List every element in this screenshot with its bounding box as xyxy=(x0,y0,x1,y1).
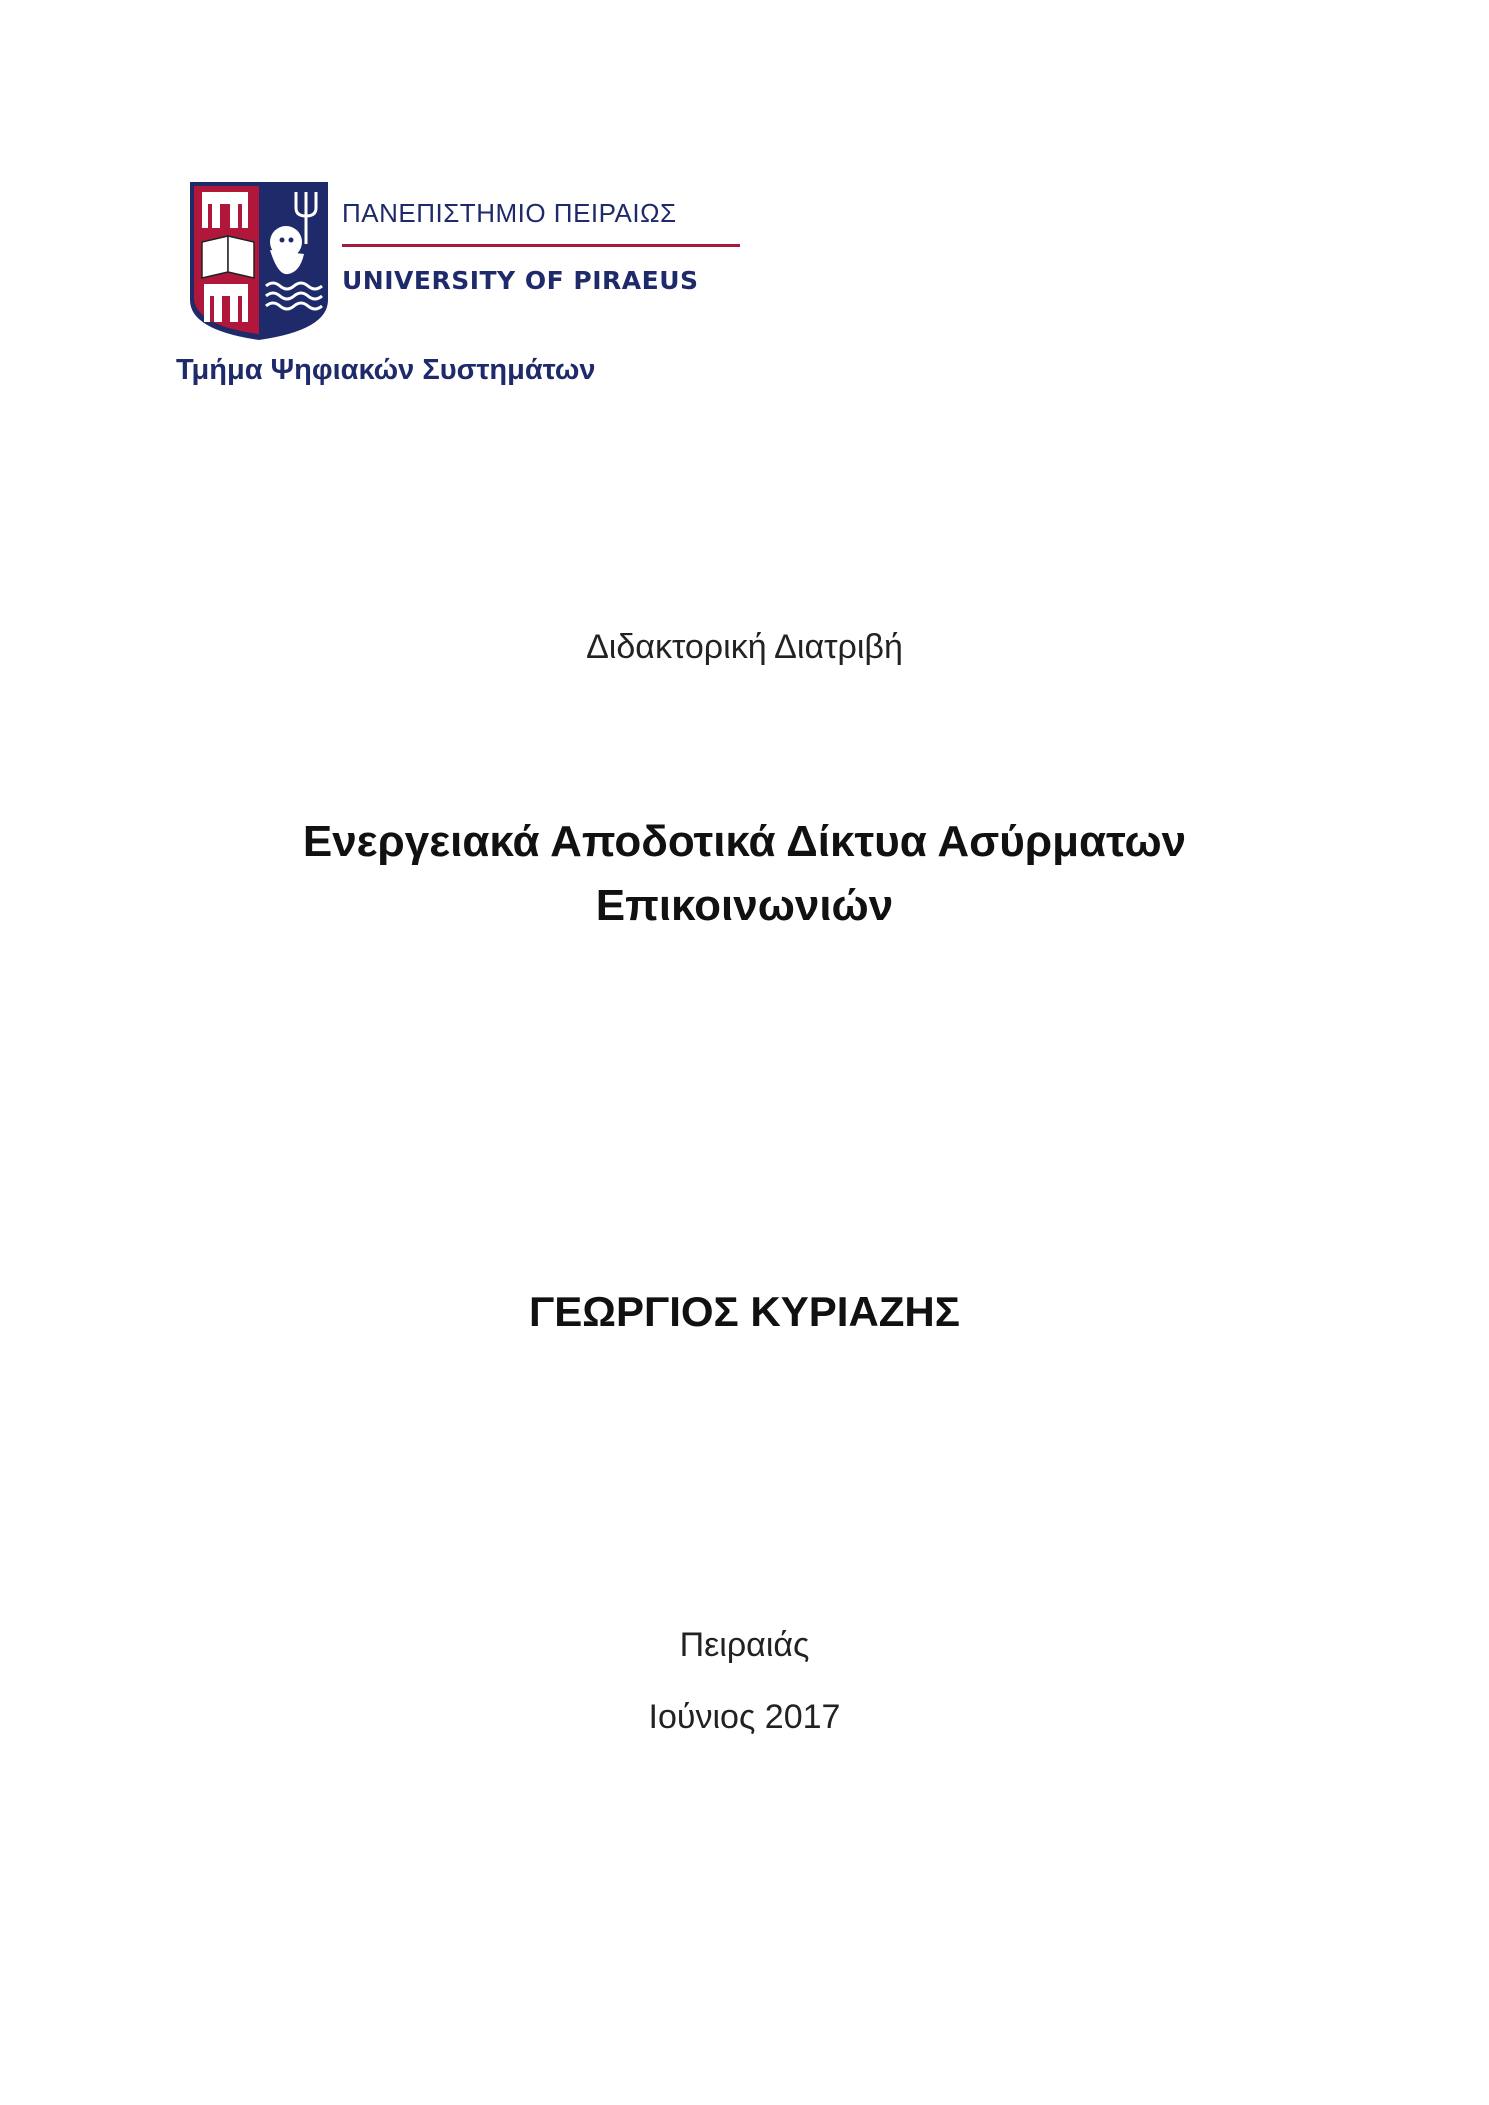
university-logo xyxy=(188,180,748,350)
thesis-title xyxy=(0,810,1489,938)
thesis-title-line-1: Ενεργειακά Αποδοτικά Δίκτυα Ασύρματων xyxy=(302,817,1187,866)
city: Πειραιάς xyxy=(679,1626,810,1664)
university-crest-icon xyxy=(188,180,330,342)
logo-divider xyxy=(342,244,740,247)
author-name: ΓΕΩΡΓΙΟΣ ΚΥΡΙΑΖΗΣ xyxy=(529,1288,960,1335)
document-type: Διδακτορική Διατριβή xyxy=(586,628,903,666)
university-name-english: UNIVERSITY OF PIRAEUS xyxy=(342,266,699,295)
thesis-title-line-2: Επικοινωνιών xyxy=(595,881,894,930)
date: Ιούνιος 2017 xyxy=(648,1698,841,1736)
university-name-greek: ΠΑΝΕΠΙΣΤΗΜΙΟ ΠΕΙΡΑΙΩΣ xyxy=(342,198,677,228)
department-name: Τμήμα Ψηφιακών Συστημάτων xyxy=(176,354,596,386)
